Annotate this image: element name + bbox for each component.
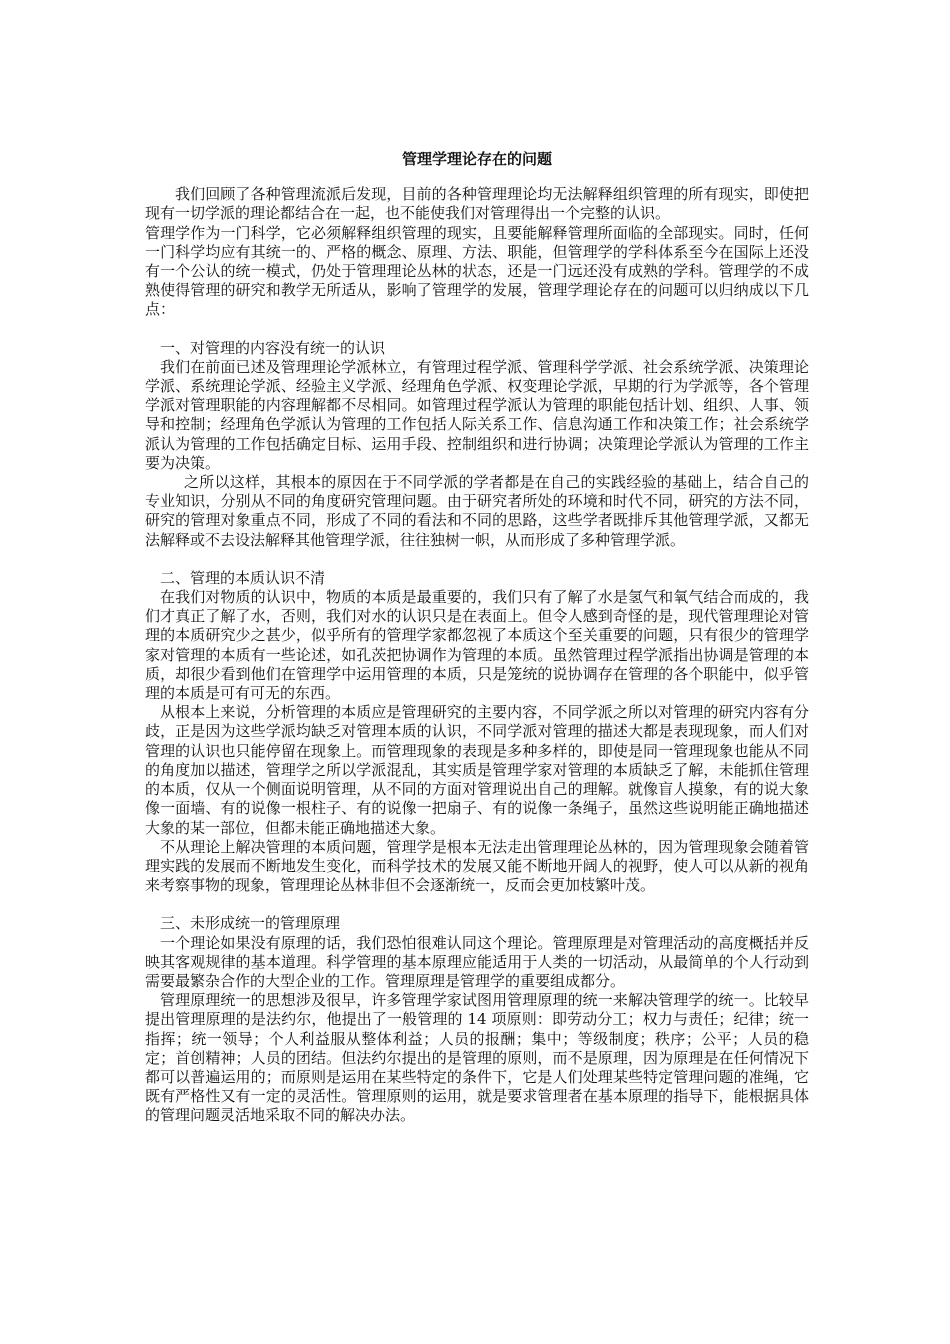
section-3-paragraph-1: 一个理论如果没有原理的话，我们恐怕很难认同这个理论。管理原理是对管理活动的高度概括并反映其客观规律的基本道理。科学管理的基本原理应能适用于人类的一切活动，从最简单的个人行动到需要最繁杂合作的大型企业的工作。管理原理是管理学的重要组成都分。: [145, 933, 809, 990]
section-1-paragraph-2: 之所以这样，其根本的原因在于不同学派的学者都是在自己的实践经验的基础上，结合自己的专业知识，分别从不同的角度研究管理问题。由于研究者所处的环境和时代不同，研究的方法不同，研究的管理对象重点不同，形成了不同的看法和不同的思路，这些学者既排斥其他管理学派，又都无法解释或不去设法解释其他管理学派，往往独树一帜，从而形成了多种管理学派。: [145, 473, 809, 549]
document-title: 管理学理论存在的问题: [401, 150, 552, 168]
section-2-heading: 二、管理的本质认识不清: [160, 568, 326, 587]
section-3-paragraph-2: 管理原理统一的思想涉及很早，许多管理学家试图用管理原理的统一来解决管理学的统一。比较早提出管理原理的是法约尔，他提出了一般管理的 14 项原则：即劳动分工；权力与责任；纪律；统一指挥；统一领导；个人利益服从整体利益；人员的报酬；集中；等级制度；秩序；公平；人员的稳定；首创精神；人员的团结。但法约尔提出的是管理的原则，而不是原理，因为原理是在任何情况下都可以普遍运用的；而原则是运用在某些特定的条件下，它是人们处理某些特定管理问题的准绳，它既有严格性又有一定的灵活性。管理原则的运用，就是要求管理者在基本原理的指导下，能根据具体的管理问题灵活地采取不同的解决办法。: [145, 991, 809, 1125]
section-1-paragraph-1: 我们在前面已述及管理理论学派林立，有管理过程学派、管理科学学派、社会系统学派、决策理论学派、系统理论学派、经验主义学派、经理角色学派、权变理论学派，早期的行为学派等，各个管理学派对管理职能的内容理解都不尽相同。如管理过程学派认为管理的职能包括计划、组织、人事、领导和控制；经理角色学派认为管理的工作包括人际关系工作、信息沟通工作和决策工作；社会系统学派认为管理的工作包括确定目标、运用手段、控制组织和进行协调；决策理论学派认为管理的工作主要为决策。: [145, 357, 809, 472]
intro-paragraph-1: 我们回顾了各种管理流派后发现，目前的各种管理理论均无法解释组织管理的所有现实，即使把现有一切学派的理论都结合在一起，也不能使我们对管理得出一个完整的认识。: [145, 185, 809, 223]
section-2-paragraph-2: 从根本上来说，分析管理的本质应是管理研究的主要内容，不同学派之所以对管理的研究内容有分歧，正是因为这些学派均缺乏对管理本质的认识，不同学派对管理的描述大都是表现现象，而人们对管理的认识也只能停留在现象上。而管理现象的表现是多种多样的，即使是同一管理现象也能从不同的角度加以描述，管理学之所以学派混乱，其实质是管理学家对管理的本质缺乏了解，未能抓住管理的本质，仅从一个侧面说明管理，从不同的方面对管理说出自己的理解。就像盲人摸象，有的说大象像一面墙、有的说像一根柱子、有的说像一把扇子、有的说像一条绳子，虽然这些说明能正确地描述大象的某一部位，但都未能正确地描述大象。: [145, 703, 809, 837]
section-1-heading: 一、对管理的内容没有统一的认识: [160, 338, 386, 357]
section-3-heading: 三、未形成统一的管理原理: [160, 914, 341, 933]
paragraph-gap: [145, 320, 809, 339]
document-page: [145, 150, 809, 1126]
section-2-paragraph-3: 不从理论上解决管理的本质问题，管理学是根本无法走出管理理论丛林的，因为管理现象会随着管理实践的发展而不断地发生变化，而科学技术的发展又能不断地开阔人的视野，使人可以从新的视角来考察事物的现象，管理理论丛林非但不会逐渐统一，反而会更加枝繁叶茂。: [145, 837, 809, 895]
section-2-paragraph-1: 在我们对物质的认识中，物质的本质是最重要的，我们只有了解了水是氢气和氧气结合而成的，我们才真正了解了水，否则，我们对水的认识只是在表面上。但令人感到奇怪的是，现代管理理论对管理的本质研究少之甚少，似乎所有的管理学家都忽视了本质这个至关重要的问题，只有很少的管理学家对管理的本质有一些论述，如孔茨把协调作为管理的本质。虽然管理过程学派指出协调是管理的本质，却很少看到他们在管理学中运用管理的本质，只是笼统的说协调存在管理的各个职能中，似乎管理的本质是可有可无的东西。: [145, 588, 809, 703]
paragraph-gap: [145, 550, 809, 569]
paragraph-gap: [145, 895, 809, 914]
intro-paragraph-2: 管理学作为一门科学，它必须解释组织管理的现实，且要能解释管理所面临的全部现实。同时，任何一门科学均应有其统一的、严格的概念、原理、方法、职能，但管理学的学科体系至今在国际上还没有一个公认的统一模式，仍处于管理理论丛林的状态，还是一门远还没有成熟的学科。管理学的不成熟使得管理的研究和教学无所适从，影响了管理学的发展，管理学理论存在的问题可以归纳成以下几点：: [145, 223, 809, 319]
